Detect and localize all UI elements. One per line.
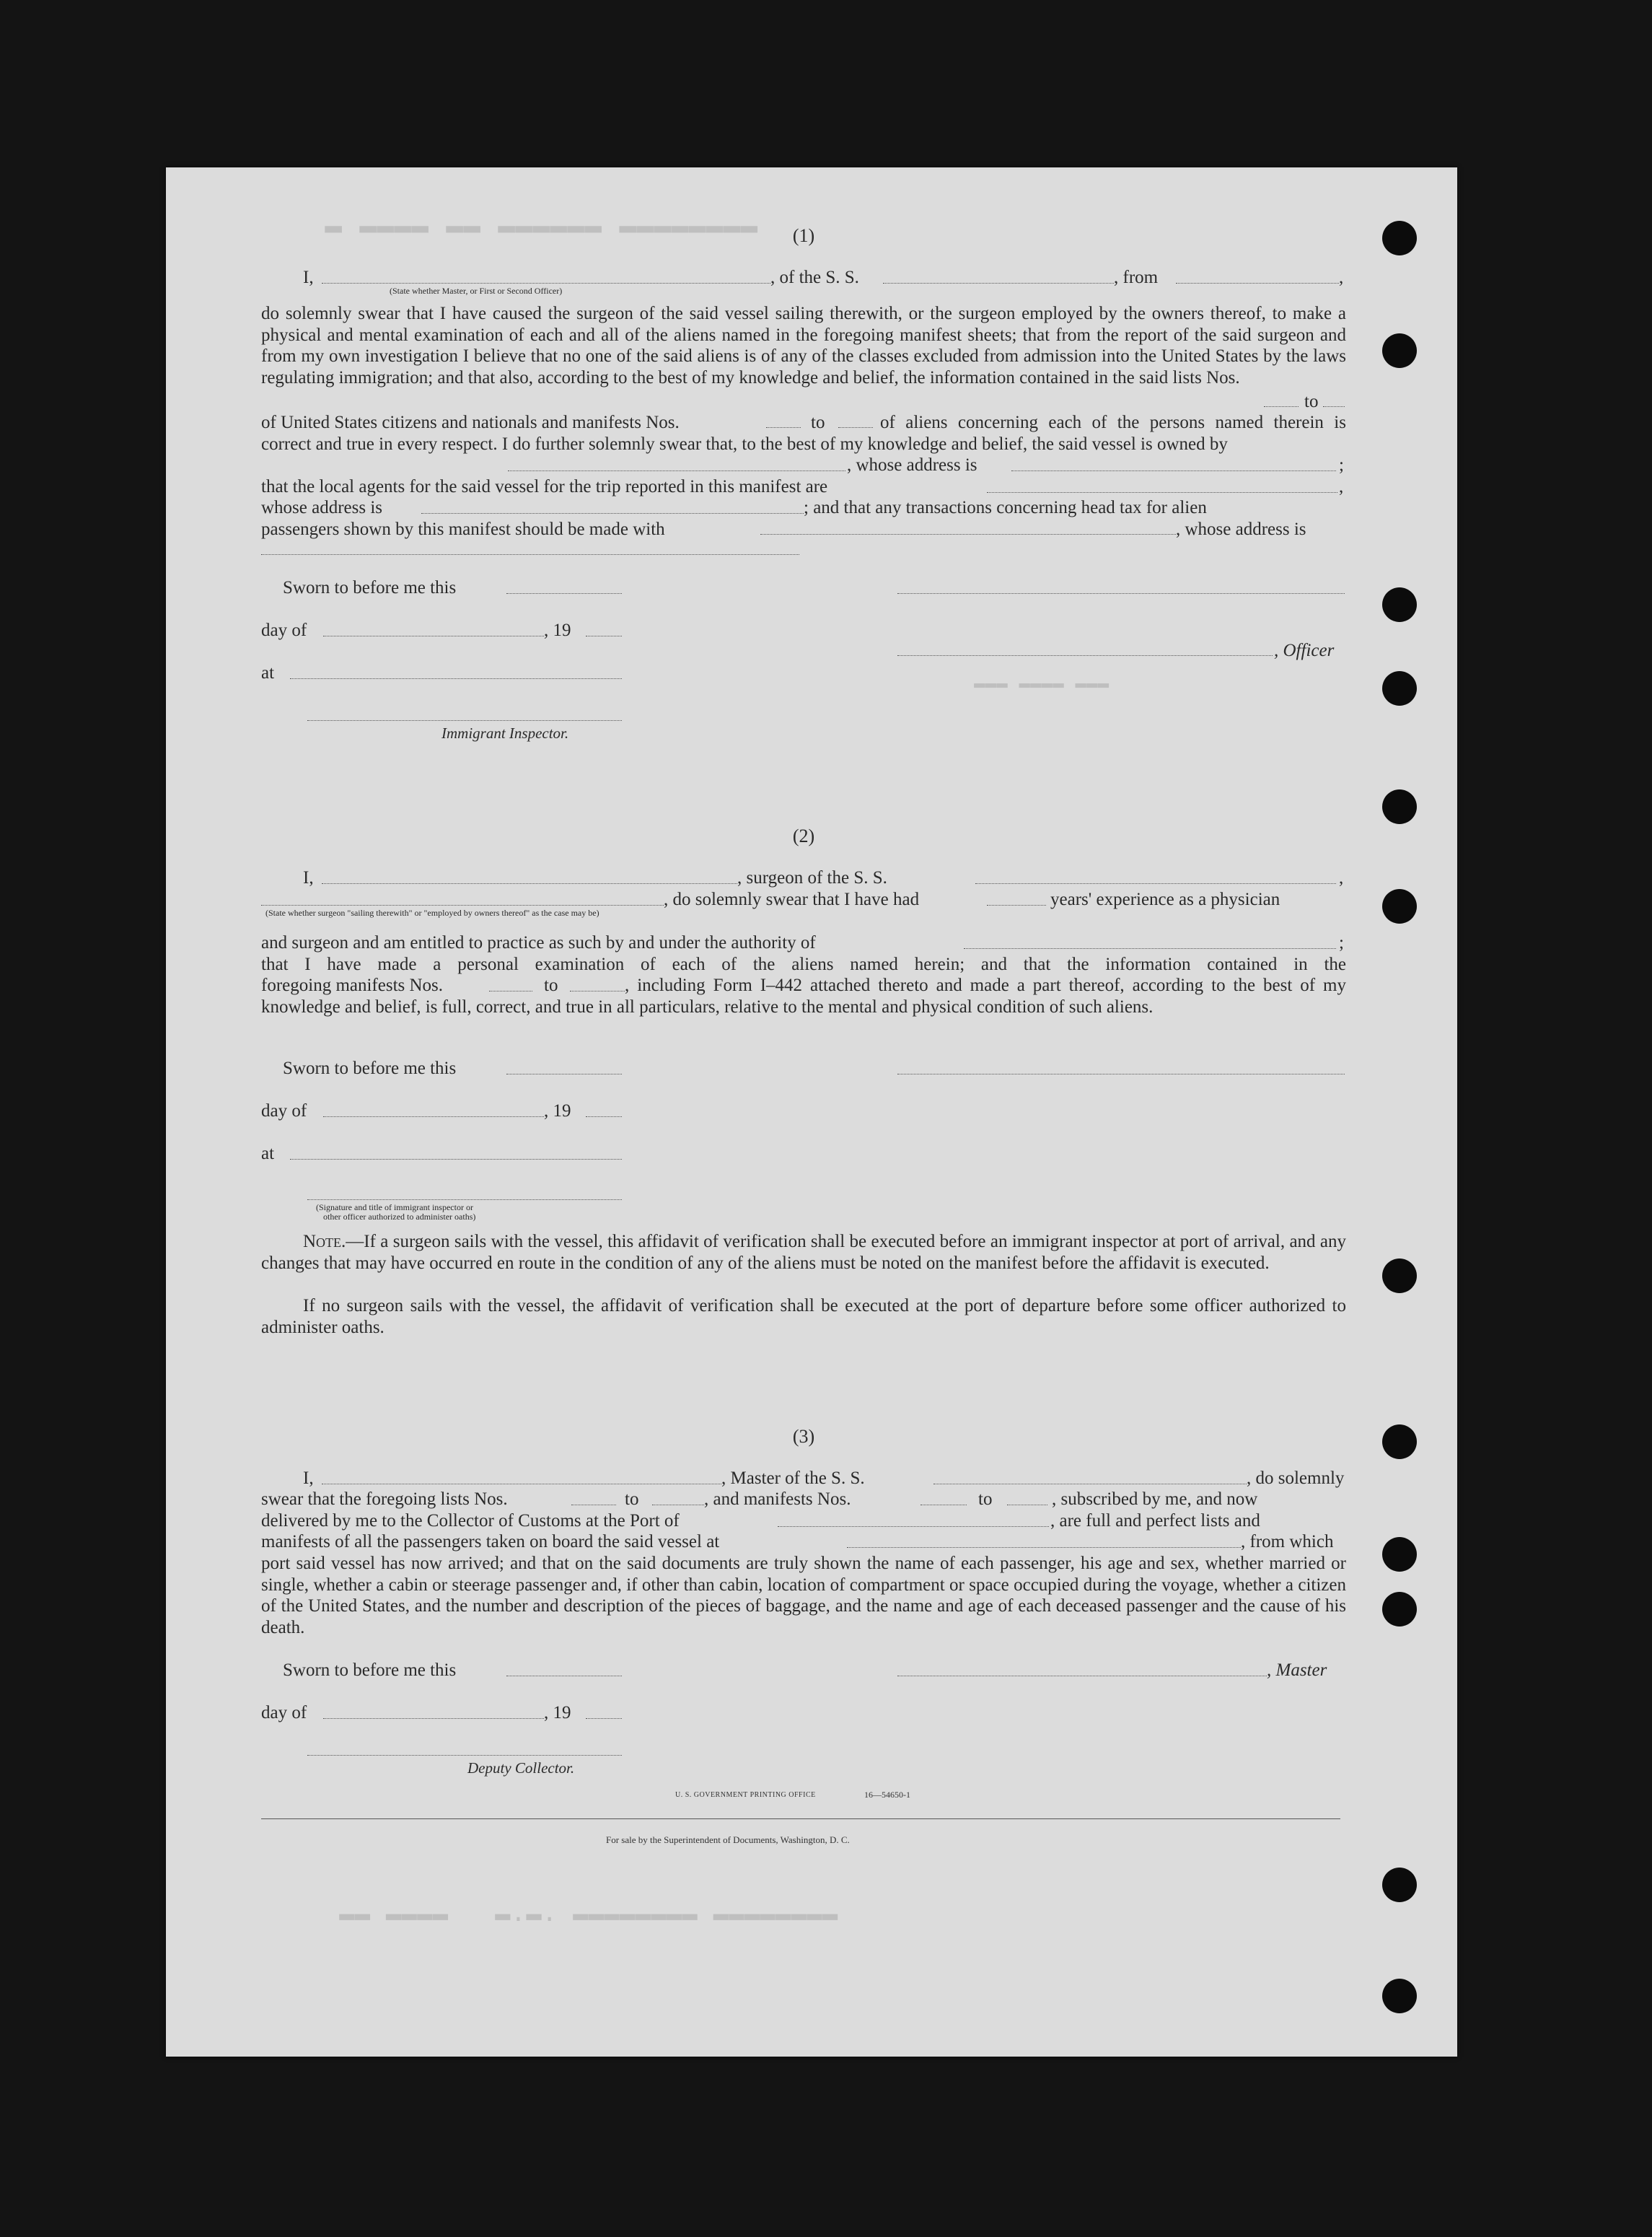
semicolon: ; [1339, 933, 1344, 953]
sworn-label: Sworn to before me this [283, 1059, 457, 1078]
bleed-through-text: ▬ ▬▬▬▬ ▬▬ ▬▬▬▬▬▬ ▬▬▬▬▬▬▬▬ [325, 211, 758, 243]
from-port-field[interactable] [1176, 283, 1339, 284]
head-tax-address-field[interactable] [261, 554, 799, 555]
footer-rule [261, 1818, 1340, 1819]
year-label: , 19 [544, 621, 571, 640]
comma: , [1339, 477, 1344, 496]
vessel-name-field[interactable] [883, 283, 1114, 284]
official-signature-field[interactable] [307, 1199, 622, 1200]
authority-field[interactable] [964, 948, 1336, 949]
whose-address-label: whose address is [261, 498, 383, 517]
sworn-label: Sworn to before me this [283, 1660, 457, 1680]
swear-lists-label: swear that the foregoing lists Nos. [261, 1489, 508, 1509]
are-full-label: , are full and perfect lists and [1050, 1511, 1260, 1531]
bleed-through-text: ▬▬▬ ▬▬▬▬ ▬▬▬ [974, 673, 1110, 694]
section-1-body-5b: passengers shown by this manifest should be made with [261, 520, 665, 539]
sworn-label: Sworn to before me this [283, 578, 457, 597]
to-label: to [1304, 392, 1319, 411]
year-field[interactable] [586, 1116, 622, 1117]
section-1-body-3: of aliens concerning each of the persons named therein is correct and true in every respect. I do further solemnly swear that, to the best of my knowledge and belief, the said vessel is owned by [261, 413, 1346, 454]
punch-hole [1382, 789, 1417, 824]
of-the-ss-label: , of the S. S. [770, 268, 859, 287]
note-head: Note. [303, 1232, 346, 1251]
section-1-body-5a: ; and that any transactions concerning head tax for alien [804, 498, 1207, 517]
punch-hole [1382, 1868, 1417, 1902]
section-3-number: (3) [792, 1426, 815, 1447]
section-2-body-2b: foregoing manifests Nos. [261, 976, 444, 995]
comma: , [1339, 868, 1344, 888]
at-location-field[interactable] [290, 678, 622, 679]
form-code: 16—54650-1 [864, 1790, 910, 1800]
at-label: at [261, 663, 275, 683]
signature-note-2: other officer authorized to administer oaths) [323, 1212, 476, 1222]
section-2-number: (2) [792, 826, 815, 846]
agents-address-field[interactable] [421, 513, 804, 514]
document-page [166, 167, 1457, 2057]
bleed-through-text: ▬▬ ▬▬▬▬ ▬.▬. ▬▬▬▬▬▬▬▬ ▬▬▬▬▬▬▬▬ [339, 1899, 838, 1929]
signature-note-1: (Signature and title of immigrant inspector or [316, 1202, 473, 1212]
owner-address-field[interactable] [1011, 470, 1336, 471]
surgeon-type-note: (State whether surgeon "sailing therewith" or "employed by owners thereof" as the case may be) [265, 908, 599, 918]
officer-label: , Officer [1274, 641, 1335, 660]
head-tax-contact-field[interactable] [760, 534, 1176, 535]
day-of-label: day of [261, 621, 307, 640]
officer-title-field[interactable] [897, 655, 1273, 656]
month-field[interactable] [323, 1116, 544, 1117]
month-field[interactable] [323, 1718, 544, 1719]
at-location-field[interactable] [290, 1159, 622, 1160]
deputy-label: Deputy Collector. [467, 1759, 575, 1777]
to-label: to [544, 976, 558, 995]
years-experience-label: years' experience as a physician [1050, 890, 1280, 909]
surgeon-type-field[interactable] [261, 905, 664, 906]
from-which-label: , from which [1241, 1532, 1334, 1551]
section-2-body-2a: that I have made a personal examination of each of the aliens named herein; and that the information contained in the [261, 955, 1346, 974]
no-surgeon-note: If no surgeon sails with the vessel, the affidavit of verification shall be executed at the port of departure before some officer authorized to administer oaths. [261, 1296, 1346, 1337]
delivered-label: delivered by me to the Collector of Customs at the Port of [261, 1511, 680, 1531]
vessel-owner-field[interactable] [508, 470, 845, 471]
officer-signature-field[interactable] [897, 593, 1345, 594]
and-manifests-label: , and manifests Nos. [704, 1489, 851, 1509]
boarding-port-field[interactable] [847, 1547, 1241, 1548]
lists-from-field[interactable] [1264, 406, 1299, 407]
section-1-intro: I, [303, 268, 314, 287]
punch-hole [1382, 333, 1417, 368]
manifests-all-label: manifests of all the passengers taken on board the said vessel at [261, 1532, 720, 1551]
section-3-body: port said vessel has now arrived; and that on the said documents are truly shown the name of each passenger, his age and sex, whether married or single, whether a cabin or steerage passenger and, if other than cabin, location of compartment or space occupied during the voyage, whether a citizen of the United States, and the number and description of the pieces of baggage, and the name and age of each deceased passenger and the cause of his death. [261, 1554, 1346, 1637]
port-of-entry-field[interactable] [778, 1526, 1049, 1527]
vessel-name-field[interactable] [975, 883, 1336, 884]
do-solemnly-label: , do solemnly [1247, 1468, 1345, 1488]
section-2-intro: I, [303, 868, 314, 888]
punch-hole [1382, 1424, 1417, 1459]
officer-type-note: (State whether Master, or First or Second Officer) [390, 286, 563, 296]
punch-hole [1382, 1537, 1417, 1572]
whose-address-label: , whose address is [847, 455, 977, 475]
day-of-label: day of [261, 1703, 307, 1722]
section-1-body-1: do solemnly swear that I have caused the surgeon of the said vessel sailing therewith, or the surgeon employed by the owners thereof, to make a physical and mental examination of each and all of the aliens named in the foregoing manifest sheets; that from the report of the said surgeon and from my own investigation I believe that no one of the said aliens is of any of the classes excluded from admission into the United States by the laws regulating immigration; and that also, according to the best of my knowledge and belief, the information contained in the said lists Nos. [261, 304, 1346, 388]
deputy-signature-field[interactable] [307, 1755, 622, 1756]
from-label: , from [1114, 268, 1159, 287]
lists-to-field[interactable] [1323, 406, 1345, 407]
punch-hole [1382, 1258, 1417, 1293]
punch-hole [1382, 889, 1417, 924]
surgeon-note [261, 1231, 1346, 1274]
punch-hole [1382, 1592, 1417, 1627]
punch-hole [1382, 671, 1417, 706]
master-label: , Master [1267, 1660, 1327, 1680]
inspector-signature-field[interactable] [307, 720, 622, 721]
semicolon: ; [1339, 455, 1344, 475]
surgeon-name-field[interactable] [322, 883, 737, 884]
year-label: , 19 [544, 1101, 571, 1121]
years-experience-field[interactable] [987, 905, 1046, 906]
for-sale-note: For sale by the Superintendent of Documents, Washington, D. C. [606, 1834, 850, 1845]
inspector-label: Immigrant Inspector. [441, 724, 569, 742]
whose-address-label: , whose address is [1176, 520, 1306, 539]
local-agents-field[interactable] [987, 492, 1337, 493]
punch-hole [1382, 587, 1417, 622]
section-2-body-3: , including Form I–442 attached thereto and made a part thereof, according to the best of my knowledge and belief, is full, correct, and true in all particulars, relative to the mental and physical condition of such aliens. [261, 976, 1346, 1017]
section-3-intro: I, [303, 1468, 314, 1488]
punch-hole [1382, 1979, 1417, 2013]
printing-office: U. S. GOVERNMENT PRINTING OFFICE [675, 1791, 816, 1799]
surgeon-of-label: , surgeon of the S. S. [737, 868, 887, 888]
day-of-label: day of [261, 1101, 307, 1121]
comma: , [1339, 268, 1344, 287]
year-field[interactable] [586, 1718, 622, 1719]
to-label: to [625, 1489, 639, 1509]
punch-hole [1382, 221, 1417, 255]
master-of-label: , Master of the S. S. [721, 1468, 865, 1488]
to-label: to [811, 413, 825, 432]
swear-experience-label: , do solemnly swear that I have had [664, 890, 920, 909]
sworn-date-field[interactable] [506, 593, 622, 594]
section-1-body-4: that the local agents for the said vessel for the trip reported in this manifest are [261, 477, 828, 496]
section-2-body-1: and surgeon and am entitled to practice as such by and under the authority of [261, 933, 816, 953]
subscribed-label: , subscribed by me, and now [1052, 1489, 1258, 1509]
year-label: , 19 [544, 1703, 571, 1722]
at-label: at [261, 1144, 275, 1163]
note-body: —If a surgeon sails with the vessel, this affidavit of verification shall be executed before an immigrant inspector at port of arrival, and any changes that may have occurred en route in the condition of any of the aliens must be noted on the manifest before the affidavit is executed. [261, 1232, 1346, 1273]
section-1-number: (1) [792, 225, 815, 246]
master-name-field[interactable] [322, 283, 770, 284]
to-label: to [978, 1489, 993, 1509]
section-1-body-2: of United States citizens and nationals and manifests Nos. [261, 413, 680, 432]
